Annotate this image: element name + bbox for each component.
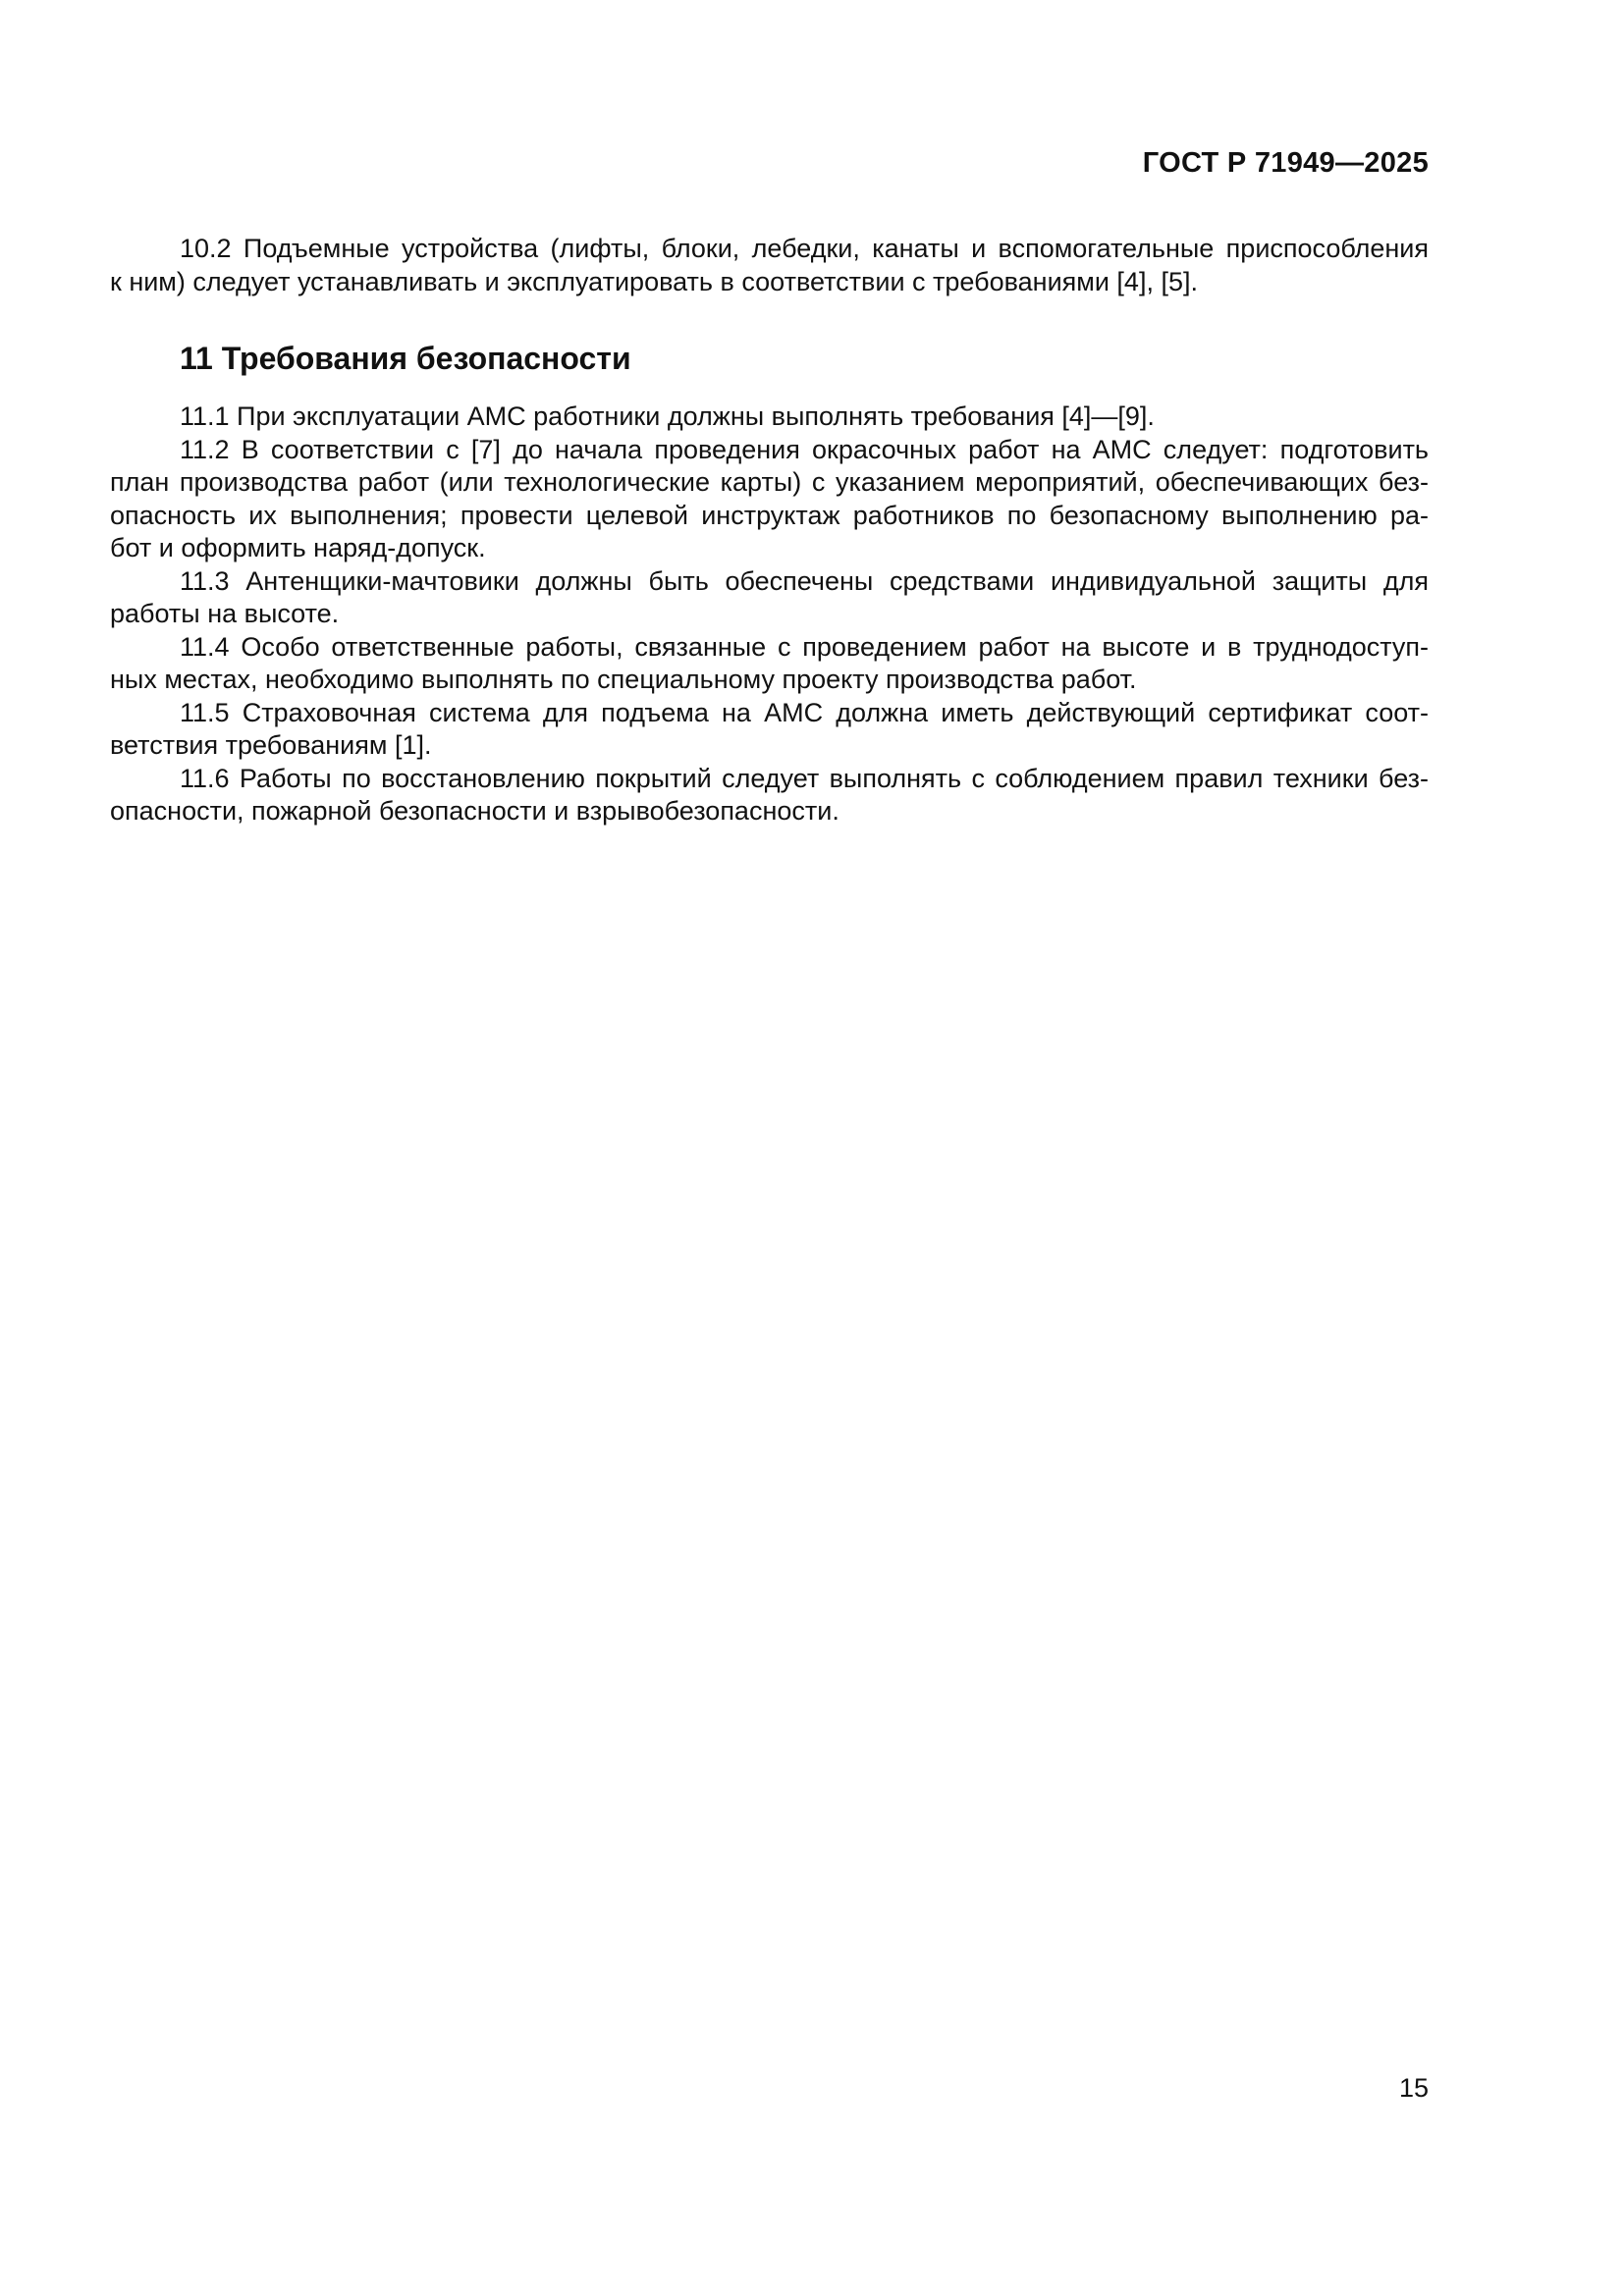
text-line: 10.2 Подъемные устройства (лифты, блоки, лебедки, канаты и вспомогательные приспособления [180, 234, 1429, 263]
page-footer [110, 2073, 1429, 2104]
text-line: 11.5 Страховочная система для подъема на АМС должна иметь действующий сертификат соот- [180, 697, 1429, 727]
text-line: 11.4 Особо ответственные работы, связанные с проведением работ на высоте и в труднодоступ- [180, 631, 1429, 662]
text-line: 11.6 Работы по восстановлению покрытий следует выполнять с соблюдением правил техники без- [180, 763, 1429, 793]
clause-11-5 [110, 697, 1429, 763]
standard-number: ГОСТ Р 71949—2025 [1142, 147, 1429, 179]
text-line: план производства работ (или технологические карты) с указанием мероприятий, обеспечивающих без- [110, 467, 1429, 497]
text-line: 11.2 В соответствии с [7] до начала проведения окрасочных работ на АМС следует: подготовить [180, 434, 1429, 464]
clause-10-2 [110, 233, 1429, 298]
document-body [110, 233, 1429, 828]
text-line: опасность их выполнения; провести целевой инструктаж работников по безопасному выполнению ра- [110, 500, 1429, 530]
text-line: ветствия требованиям [1]. [110, 730, 432, 760]
section-11-heading: 11 Требования безопасности [180, 341, 631, 376]
page-number: 15 [1398, 2073, 1429, 2103]
text-line: 11.3 Антенщики-мачтовики должны быть обеспечены средствами индивидуальной защиты для [180, 565, 1429, 596]
text-line: ных местах, необходимо выполнять по специальному проекту производства работ. [110, 665, 1137, 694]
text-line: 11.1 При эксплуатации АМС работники должны выполнять требования [4]—[9]. [180, 401, 1155, 431]
text-line: бот и оформить наряд-допуск. [110, 533, 486, 562]
clause-11-2 [110, 434, 1429, 565]
page-header [110, 147, 1429, 180]
text-line: к ним) следует устанавливать и эксплуатировать в соответствии с требованиями [4], [5]. [110, 266, 1198, 296]
text-line: работы на высоте. [110, 599, 340, 628]
clause-11-4 [110, 631, 1429, 697]
clause-11-1 [110, 400, 1429, 434]
clause-11-6 [110, 763, 1429, 828]
text-line: опасности, пожарной безопасности и взрывобезопасности. [110, 796, 839, 826]
clause-11-3 [110, 565, 1429, 631]
